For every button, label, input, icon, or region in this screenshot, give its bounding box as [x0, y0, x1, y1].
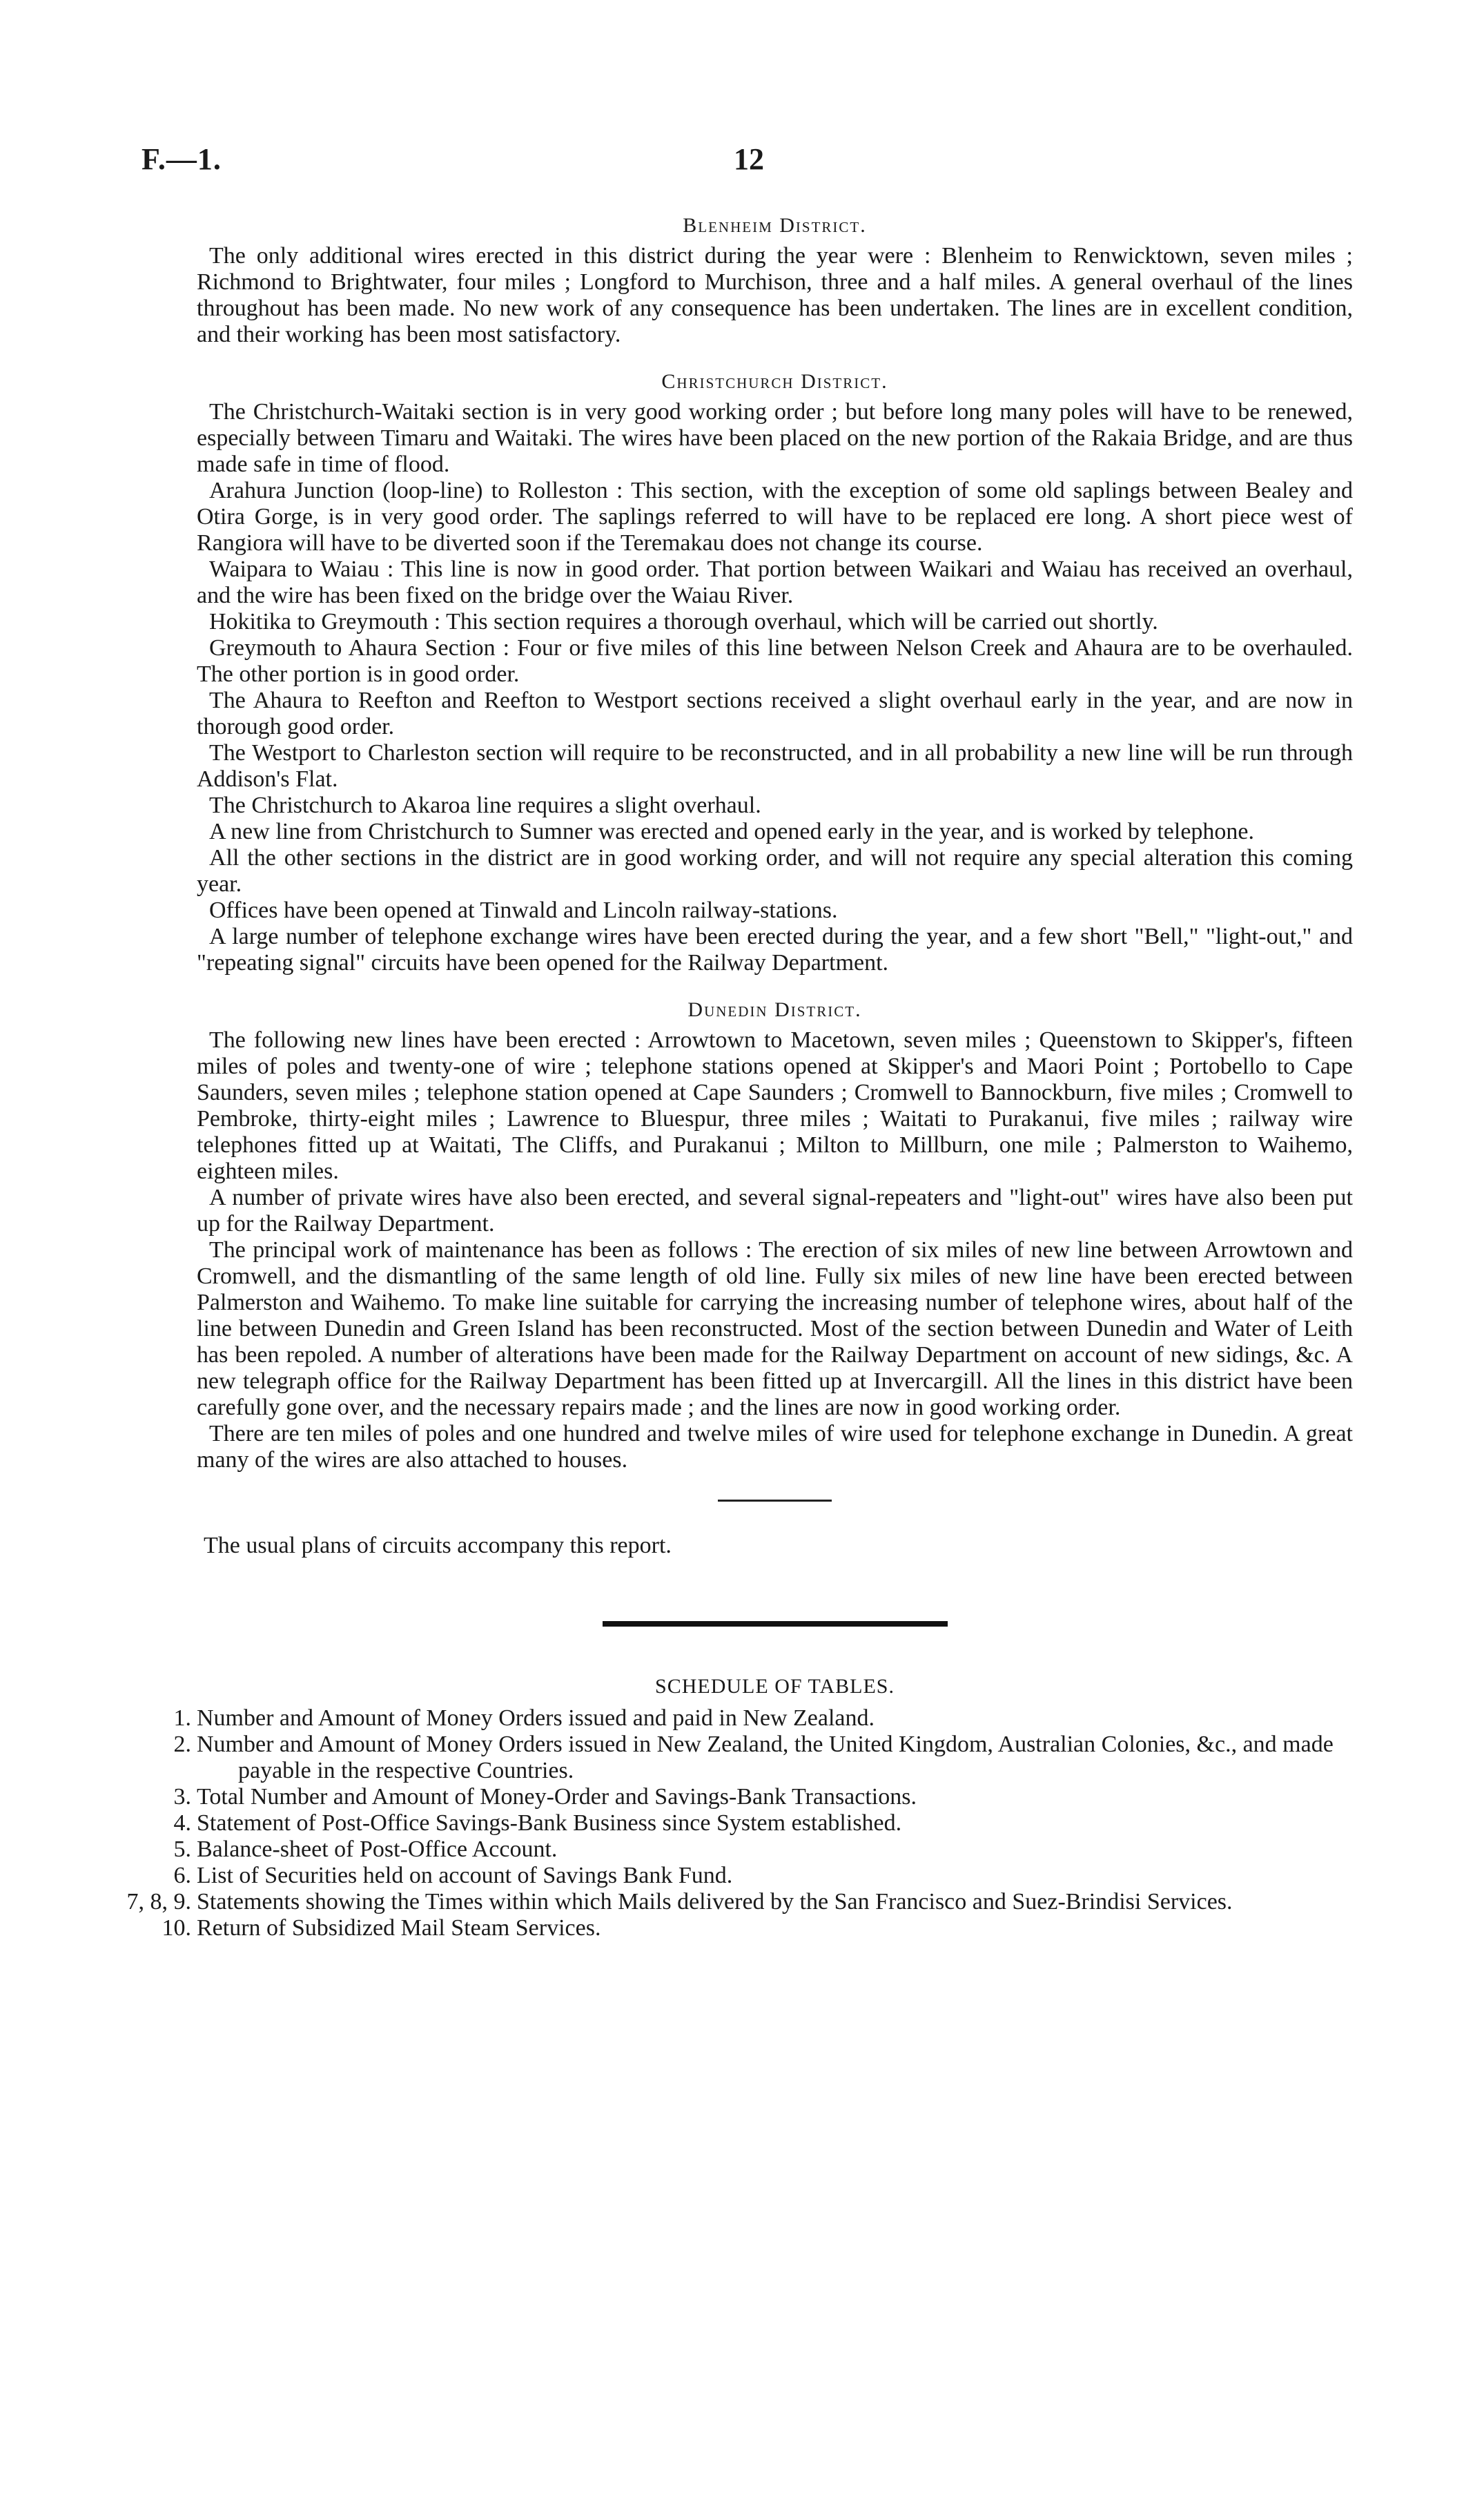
section-heading: Blenheim District. [683, 214, 867, 237]
paragraph: The following new lines have been erected : Arrowtown to Macetown, seven miles ; Queenstown to Skipper's, fifteen miles of poles and twenty-one of wire ; telephone stations opened at Skipper's and Maori Point ; Portobello to Cape Saunders, seven miles ; telephone station opened at Cape Saunders ; Cromwell to Bannockburn, five miles ; Cromwell to Pembroke, thirty-eight miles ; Lawrence to Bluespur, three miles ; Waitati to Purakanui, five miles ; railway wire telephones fitted up at Waitati, The Cliffs, and Purakanui ; Milton to Millburn, one mile ; Palmerston to Waihemo, eighteen miles. [197, 1027, 1353, 1184]
item-number: 2. [173, 1732, 191, 1757]
item-number: 4. [173, 1810, 191, 1836]
section-heading: Christchurch District. [661, 370, 888, 393]
item-number: 3. [173, 1784, 191, 1810]
section-christchurch [197, 370, 1353, 976]
item-text: Number and Amount of Money Orders issued in New Zealand, the United Kingdom, Australian Colonies, &c., and made payable in the respective Countries. [197, 1732, 1334, 1783]
item-number: 7, 8, 9. [126, 1889, 191, 1915]
item-number: 1. [173, 1705, 191, 1731]
item-text: Total Number and Amount of Money-Order and Savings-Bank Transactions. [197, 1784, 917, 1810]
list-item [173, 1810, 1353, 1836]
paragraph: The Christchurch to Akaroa line requires a slight overhaul. [209, 793, 761, 818]
paragraph: Greymouth to Ahaura Section : Four or five miles of this line between Nelson Creek and Ahaura are to be overhauled. The other portion is in good order. [197, 635, 1353, 687]
report-body [126, 214, 1353, 1941]
paragraph: The Westport to Charleston section will require to be reconstructed, and in all probability a new line will be run through Addison's Flat. [197, 740, 1353, 792]
schedule-list [126, 1705, 1353, 1941]
page-number: 12 [734, 142, 764, 176]
item-text: Statements showing the Times within which Mails delivered by the San Francisco and Suez-Brindisi Services. [197, 1889, 1233, 1915]
item-text: List of Securities held on account of Savings Bank Fund. [197, 1863, 733, 1888]
list-item [162, 1915, 1353, 1941]
list-item [173, 1705, 1353, 1732]
paragraph: All the other sections in the district are in good working order, and will not require any special alteration this coming year. [197, 845, 1353, 897]
paragraph: There are ten miles of poles and one hundred and twelve miles of wire used for telephone exchange in Dunedin. A great many of the wires are also attached to houses. [197, 1421, 1353, 1473]
closing-note: The usual plans of circuits accompany this report. [204, 1533, 672, 1558]
item-text: Return of Subsidized Mail Steam Services. [197, 1915, 601, 1941]
item-text: Balance-sheet of Post-Office Account. [197, 1836, 558, 1862]
item-number: 6. [173, 1863, 191, 1888]
list-item [173, 1732, 1353, 1784]
schedule-title: SCHEDULE OF TABLES. [655, 1675, 895, 1698]
paragraph: A number of private wires have also been erected, and several signal-repeaters and "light-out" wires have also been put up for the Railway Department. [197, 1185, 1353, 1237]
paragraph: Offices have been opened at Tinwald and Lincoln railway-stations. [209, 898, 838, 923]
section-dunedin [197, 998, 1353, 1473]
item-text: Number and Amount of Money Orders issued and paid in New Zealand. [197, 1705, 875, 1731]
list-item [173, 1784, 1353, 1810]
paragraph: The Ahaura to Reefton and Reefton to Westport sections received a slight overhaul early in the year, and are now in thorough good order. [197, 688, 1353, 739]
paragraph: Waipara to Waiau : This line is now in good order. That portion between Waikari and Waiau has received an overhaul, and the wire has been fixed on the bridge over the Waiau River. [197, 556, 1353, 608]
short-divider [718, 1500, 832, 1502]
paragraph: Arahura Junction (loop-line) to Rolleston : This section, with the exception of some old saplings between Bealey and Otira Gorge, is in very good order. The saplings referred to will have to be replaced ere long. A short piece west of Rangiora will have to be diverted soon if the Teremakau does not change its course. [197, 478, 1353, 556]
item-number: 10. [162, 1915, 191, 1941]
list-item [173, 1836, 1353, 1863]
section-blenheim [197, 214, 1353, 348]
report-code: F.—1. [141, 142, 222, 176]
schedule-of-tables [126, 1675, 1353, 1941]
paragraph: The only additional wires erected in this district during the year were : Blenheim to Renwicktown, seven miles ; Richmond to Brightwater, four miles ; Longford to Murchison, three and a half miles. A general overhaul of the lines throughout has been made. No new work of any consequence has been undertaken. The lines are in excellent condition, and their working has been most satisfactory. [197, 243, 1353, 347]
page-header [141, 142, 1356, 183]
list-item [126, 1889, 1353, 1915]
item-text: Statement of Post-Office Savings-Bank Business since System established. [197, 1810, 902, 1836]
item-number: 5. [173, 1836, 191, 1862]
paragraph: The Christchurch-Waitaki section is in very good working order ; but before long many poles will have to be renewed, especially between Timaru and Waitaki. The wires have been placed on the new portion of the Rakaia Bridge, and are thus made safe in time of flood. [197, 399, 1353, 477]
thick-divider [603, 1621, 948, 1627]
paragraph: The principal work of maintenance has been as follows : The erection of six miles of new line between Arrowtown and Cromwell, and the dismantling of the same length of old line. Fully six miles of new line have been erected between Palmerston and Waihemo. To make line suitable for carrying the increasing number of telephone wires, about half of the line between Dunedin and Green Island has been reconstructed. Most of the section between Dunedin and Water of Leith has been repoled. A number of alterations have been made for the Railway Department on account of new sidings, &c. A new telegraph office for the Railway Department has been fitted up at Invercargill. All the lines in this district have been carefully gone over, and the necessary repairs made ; and the lines are now in good working order. [197, 1237, 1353, 1420]
list-item [173, 1863, 1353, 1889]
paragraph: A new line from Christchurch to Sumner was erected and opened early in the year, and is worked by telephone. [209, 819, 1254, 844]
paragraph: A large number of telephone exchange wires have been erected during the year, and a few short "Bell," "light-out," and "repeating signal" circuits have been opened for the Railway Department. [197, 924, 1353, 976]
paragraph: Hokitika to Greymouth : This section requires a thorough overhaul, which will be carried out shortly. [209, 609, 1158, 634]
section-heading: Dunedin District. [687, 998, 862, 1021]
